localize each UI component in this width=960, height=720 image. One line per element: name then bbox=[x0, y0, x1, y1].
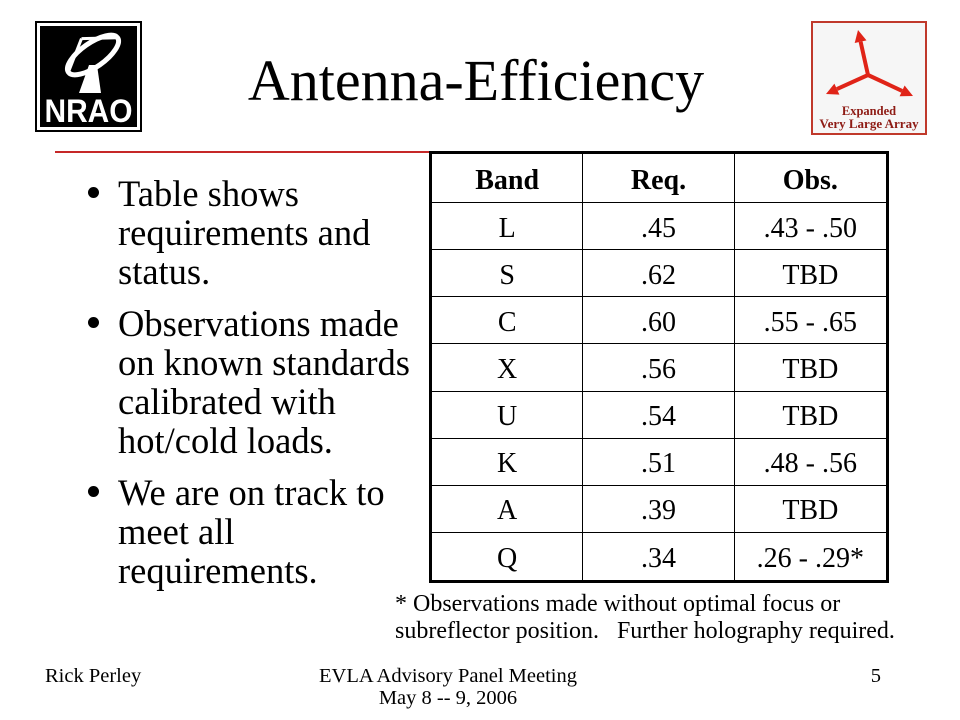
bullet-line: Table shows bbox=[118, 173, 299, 214]
evla-logo bbox=[811, 21, 927, 135]
evla-logo-line1: Expanded bbox=[841, 104, 897, 118]
bullet-icon bbox=[88, 317, 99, 328]
nrao-logo-text: NRAO bbox=[44, 93, 133, 129]
required-efficiency-cell: .56 bbox=[583, 344, 734, 391]
bullet-line: on known standards bbox=[118, 342, 410, 383]
table-header-band: Band bbox=[432, 154, 583, 203]
bullet-line: status. bbox=[118, 251, 211, 292]
observed-efficiency-cell: .26 - .29* bbox=[756, 542, 864, 574]
band-cell: A bbox=[432, 486, 583, 533]
required-efficiency-cell: .39 bbox=[583, 486, 734, 533]
footer-author: Rick Perley bbox=[45, 665, 142, 687]
required-efficiency-cell: .62 bbox=[583, 250, 734, 297]
bullet-line: We are on track to bbox=[118, 472, 385, 513]
slide-title: Antenna-Efficiency bbox=[247, 48, 705, 113]
bullet-line: hot/cold loads. bbox=[118, 420, 333, 461]
table-header-observed: Obs. bbox=[735, 154, 886, 203]
observed-efficiency-cell: TBD bbox=[735, 486, 886, 533]
table-footnote bbox=[395, 591, 895, 645]
observed-efficiency-cell: .43 - .50 bbox=[735, 203, 886, 250]
observed-efficiency-cell: TBD bbox=[735, 392, 886, 439]
required-efficiency-cell: .60 bbox=[583, 297, 734, 344]
observed-efficiency-cell: .55 - .65 bbox=[735, 297, 886, 344]
efficiency-table bbox=[429, 151, 889, 583]
bullet-line: Observations made bbox=[118, 303, 399, 344]
required-efficiency-cell: .54 bbox=[583, 392, 734, 439]
band-cell: Q bbox=[432, 533, 583, 580]
evla-logo-line2: Very Large Array bbox=[819, 116, 919, 131]
slide-number: 5 bbox=[870, 665, 881, 687]
band-cell: C bbox=[432, 297, 583, 344]
bullet-icon bbox=[88, 187, 99, 198]
band-cell: X bbox=[432, 344, 583, 391]
bullet-line: requirements. bbox=[118, 550, 318, 591]
bullet-line: requirements and bbox=[118, 212, 371, 253]
footnote-line: * Observations made without optimal focus or bbox=[395, 591, 841, 617]
footer-event: EVLA Advisory Panel Meeting bbox=[319, 665, 577, 687]
bullet-item bbox=[84, 174, 424, 291]
bullet-list bbox=[84, 174, 424, 590]
footer-event-info bbox=[298, 665, 598, 709]
footnote-line: subreflector position. Further holography required. bbox=[395, 618, 895, 644]
band-cell: L bbox=[432, 203, 583, 250]
nrao-logo bbox=[35, 21, 142, 132]
band-cell: U bbox=[432, 392, 583, 439]
observed-efficiency-cell: TBD bbox=[735, 344, 886, 391]
observed-efficiency-cell: TBD bbox=[735, 250, 886, 297]
footer-date: May 8 -- 9, 2006 bbox=[378, 687, 518, 709]
observed-efficiency-cell: .48 - .56 bbox=[735, 439, 886, 486]
bullet-line: calibrated with bbox=[118, 381, 336, 422]
bullet-icon bbox=[88, 486, 99, 497]
band-cell: S bbox=[432, 250, 583, 297]
band-cell: K bbox=[432, 439, 583, 486]
required-efficiency-cell: .51 bbox=[583, 439, 734, 486]
bullet-item bbox=[84, 304, 424, 460]
bullet-line: meet all bbox=[118, 511, 235, 552]
required-efficiency-cell: .34 bbox=[583, 533, 734, 580]
bullet-item bbox=[84, 473, 424, 590]
title-divider bbox=[55, 151, 431, 153]
required-efficiency-cell: .45 bbox=[583, 203, 734, 250]
table-header-required: Req. bbox=[583, 154, 734, 203]
